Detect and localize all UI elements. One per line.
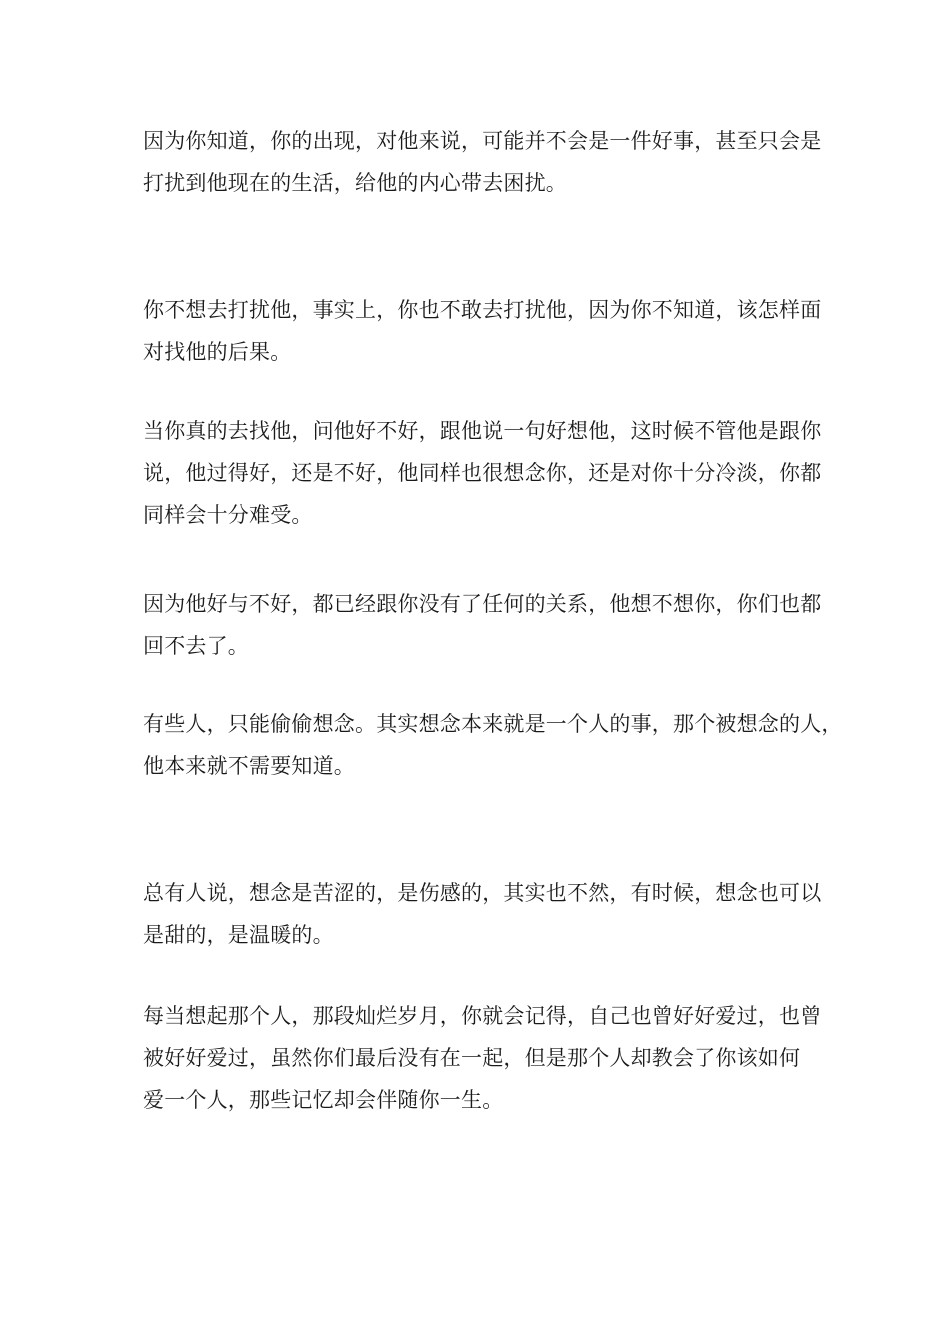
paragraph-line: 因为他好与不好，都已经跟你没有了任何的关系，他想不想你，你们也都 bbox=[143, 592, 822, 616]
paragraph-line: 有些人，只能偷偷想念。其实想念本来就是一个人的事，那个被想念的人， bbox=[143, 712, 843, 736]
paragraph-line: 被好好爱过，虽然你们最后没有在一起，但是那个人却教会了你该如何 bbox=[143, 1046, 801, 1070]
paragraph-line: 说，他过得好，还是不好，他同样也很想念你，还是对你十分冷淡，你都 bbox=[143, 461, 822, 485]
paragraph-line: 爱一个人，那些记忆却会伴随你一生。 bbox=[143, 1088, 504, 1112]
paragraph-line: 总有人说，想念是苦涩的，是伤感的，其实也不然，有时候，想念也可以 bbox=[143, 881, 822, 905]
paragraph-line: 因为你知道，你的出现，对他来说，可能并不会是一件好事，甚至只会是 bbox=[143, 129, 822, 153]
paragraph-4 bbox=[143, 583, 822, 667]
paragraph-line: 回不去了。 bbox=[143, 634, 249, 658]
paragraph-1 bbox=[143, 120, 822, 204]
paragraph-7 bbox=[143, 995, 822, 1121]
paragraph-6 bbox=[143, 872, 822, 956]
paragraph-line: 对找他的后果。 bbox=[143, 340, 292, 364]
paragraph-line: 当你真的去找他，问他好不好，跟他说一句好想他，这时候不管他是跟你 bbox=[143, 419, 822, 443]
paragraph-5 bbox=[143, 703, 843, 787]
paragraph-line: 每当想起那个人，那段灿烂岁月，你就会记得，自己也曾好好爱过，也曾 bbox=[143, 1004, 822, 1028]
paragraph-2 bbox=[143, 289, 822, 373]
paragraph-line: 同样会十分难受。 bbox=[143, 503, 313, 527]
paragraph-line: 你不想去打扰他，事实上，你也不敢去打扰他，因为你不知道，该怎样面 bbox=[143, 298, 822, 322]
paragraph-3 bbox=[143, 410, 822, 536]
paragraph-line: 是甜的，是温暖的。 bbox=[143, 923, 334, 947]
paragraph-line: 打扰到他现在的生活，给他的内心带去困扰。 bbox=[143, 171, 567, 195]
paragraph-line: 他本来就不需要知道。 bbox=[143, 754, 355, 778]
